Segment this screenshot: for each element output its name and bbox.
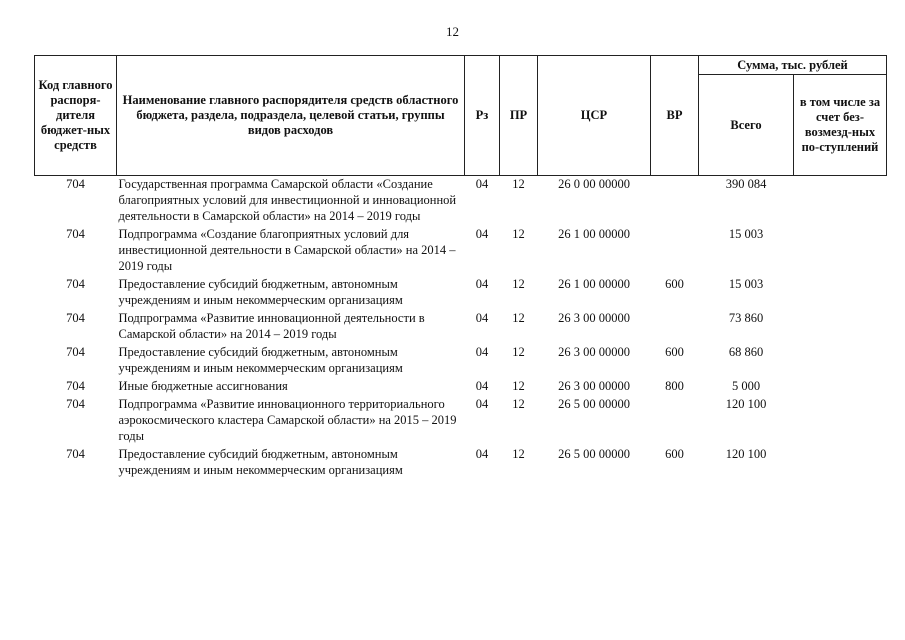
table-row — [35, 276, 887, 310]
cell-vr — [651, 226, 699, 276]
cell-csr: 26 0 00 00000 — [558, 177, 630, 191]
cell-total: 15 003 — [728, 227, 764, 241]
cell-csr: 26 3 00 00000 — [558, 379, 630, 393]
table-row — [35, 446, 887, 480]
cell-rz: 04 — [475, 227, 489, 241]
cell-pr: 12 — [512, 311, 525, 325]
cell-name: Подпрограмма «Развитие инновационной деятельности в Самарской области» на 2014 – 2019 годы — [118, 311, 425, 341]
cell-pr: 12 — [512, 227, 525, 241]
cell-total: 15 003 — [728, 277, 764, 291]
header-vr: ВР — [651, 56, 699, 176]
header-rz: Рз — [465, 56, 500, 176]
cell-total: 68 860 — [728, 345, 764, 359]
cell-csr: 26 5 00 00000 — [558, 397, 630, 411]
cell-rz: 04 — [475, 379, 489, 393]
cell-free — [794, 396, 887, 446]
cell-free — [794, 276, 887, 310]
budget-table — [34, 55, 887, 480]
header-free: в том числе за счет без-возмезд-ных по-ступлений — [794, 75, 887, 176]
cell-pr: 12 — [512, 397, 525, 411]
table-row — [35, 176, 887, 227]
header-code: Код главного распоря-дителя бюджет-ных средств — [35, 56, 117, 176]
cell-code: 704 — [66, 379, 85, 393]
cell-vr: 600 — [665, 447, 684, 461]
cell-vr: 600 — [665, 345, 684, 359]
cell-name: Иные бюджетные ассигнования — [118, 379, 288, 393]
cell-pr: 12 — [512, 345, 525, 359]
cell-total: 73 860 — [728, 311, 764, 325]
cell-csr: 26 3 00 00000 — [558, 311, 630, 325]
cell-vr: 600 — [665, 277, 684, 291]
cell-name: Государственная программа Самарской области «Создание благоприятных условий для инвестиционной и инновационной деятельности в Самарской области» на 2014 – 2019 годы — [118, 177, 457, 223]
cell-free — [794, 446, 887, 480]
cell-code: 704 — [66, 447, 85, 461]
header-csr: ЦСР — [538, 56, 651, 176]
cell-rz: 04 — [475, 345, 489, 359]
cell-rz: 04 — [475, 277, 489, 291]
cell-name: Предоставление субсидий бюджетным, автономным учреждениям и иным некоммерческим организациям — [118, 277, 403, 307]
table-row — [35, 310, 887, 344]
cell-csr: 26 1 00 00000 — [558, 277, 630, 291]
cell-pr: 12 — [512, 177, 525, 191]
cell-pr: 12 — [512, 277, 525, 291]
cell-free — [794, 176, 887, 227]
cell-name: Предоставление субсидий бюджетным, автономным учреждениям и иным некоммерческим организациям — [118, 345, 403, 375]
cell-name: Подпрограмма «Создание благоприятных условий для инвестиционной деятельности в Самарской области» на 2014 – 2019 годы — [118, 227, 456, 273]
cell-total: 390 084 — [725, 177, 767, 191]
header-sum: Сумма, тыс. рублей — [699, 56, 887, 75]
cell-pr: 12 — [512, 447, 525, 461]
table-row — [35, 396, 887, 446]
cell-total: 120 100 — [725, 397, 767, 411]
table-row — [35, 344, 887, 378]
cell-rz: 04 — [475, 177, 489, 191]
cell-rz: 04 — [475, 447, 489, 461]
table-row — [35, 378, 887, 396]
cell-total: 120 100 — [725, 447, 767, 461]
cell-free — [794, 344, 887, 378]
cell-total: 5 000 — [731, 379, 761, 393]
cell-code: 704 — [66, 345, 85, 359]
cell-vr — [651, 396, 699, 446]
cell-code: 704 — [66, 277, 85, 291]
header-name: Наименование главного распорядителя средств областного бюджета, раздела, подраздела, целевой статьи, группы видов расходов — [117, 56, 465, 176]
table-row — [35, 226, 887, 276]
cell-vr — [651, 310, 699, 344]
cell-vr: 800 — [665, 379, 684, 393]
header-total: Всего — [699, 75, 794, 176]
cell-name: Предоставление субсидий бюджетным, автономным учреждениям и иным некоммерческим организациям — [118, 447, 403, 477]
header-pr: ПР — [500, 56, 538, 176]
cell-free — [794, 226, 887, 276]
cell-csr: 26 3 00 00000 — [558, 345, 630, 359]
cell-rz: 04 — [475, 397, 489, 411]
cell-name: Подпрограмма «Развитие инновационного территориального аэрокосмического кластера Самарской области» на 2015 – 2019 годы — [118, 397, 457, 443]
cell-csr: 26 1 00 00000 — [558, 227, 630, 241]
page-number: 12 — [446, 24, 459, 39]
cell-code: 704 — [66, 311, 85, 325]
cell-free — [794, 378, 887, 396]
cell-code: 704 — [66, 177, 85, 191]
cell-vr — [651, 176, 699, 227]
cell-code: 704 — [66, 227, 85, 241]
cell-rz: 04 — [475, 311, 489, 325]
cell-free — [794, 310, 887, 344]
cell-csr: 26 5 00 00000 — [558, 447, 630, 461]
cell-code: 704 — [66, 397, 85, 411]
cell-pr: 12 — [512, 379, 525, 393]
